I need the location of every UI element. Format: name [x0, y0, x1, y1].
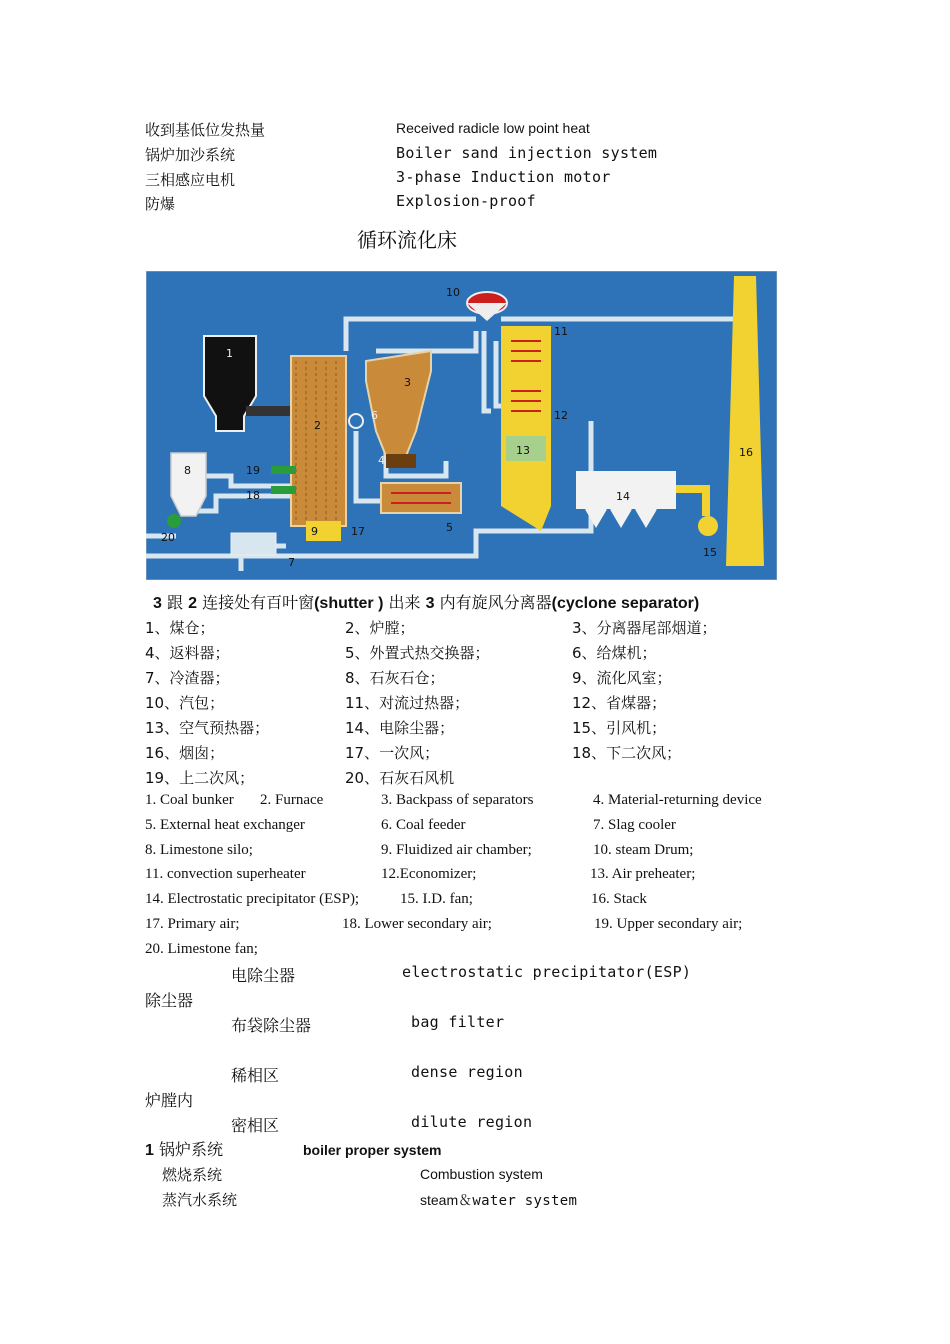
caption-part: 跟 [161, 593, 189, 612]
term-en: electrostatic precipitator(ESP) [402, 963, 692, 981]
label-6: 6 [371, 409, 378, 422]
label-7: 7 [288, 556, 295, 569]
legend-item: 6. Coal feeder [381, 817, 466, 833]
group-label: 除尘器 [145, 991, 194, 1010]
term-en: Boiler sand injection system [396, 144, 658, 162]
label-14: 14 [616, 490, 630, 503]
term-en: Combustion system [420, 1166, 543, 1182]
legend-item: 10、汽包； [145, 694, 225, 712]
label-19: 19 [246, 464, 260, 477]
legend-item: 11、对流过热器； [345, 694, 470, 712]
legend-item: 3、分离器尾部烟道； [572, 619, 717, 637]
legend-item: 7. Slag cooler [593, 817, 676, 833]
label-3: 3 [404, 376, 411, 389]
caption-part: 出来 [383, 593, 426, 612]
label-5: 5 [446, 521, 453, 534]
legend-item: 15、引风机； [572, 719, 667, 737]
legend-item: 3. Backpass of separators [381, 792, 534, 808]
legend-item: 12、省煤器； [572, 694, 667, 712]
legend-item: 2、炉膛； [345, 619, 415, 637]
term-en: dilute region [411, 1113, 533, 1131]
term-cn: 锅炉加沙系统 [145, 146, 236, 164]
legend-item: 5、外置式热交换器； [345, 644, 490, 662]
term-en: steam＆water system [420, 1192, 578, 1209]
slag-cooler [231, 533, 276, 555]
label-15: 15 [703, 546, 717, 559]
caption-part: 3 [153, 595, 162, 612]
legend-item: 20、石灰石风机 [345, 769, 455, 787]
label-11: 11 [554, 325, 568, 338]
legend-item: 13、空气预热器； [145, 719, 270, 737]
legend-item: 17、一次风； [345, 744, 440, 762]
cfb-diagram [146, 271, 777, 580]
boiler-heading: 1 锅炉系统 [145, 1140, 223, 1159]
legend-item: 8、石灰石仓； [345, 669, 445, 687]
legend-item: 8. Limestone silo; [145, 842, 253, 858]
legend-item: 16、烟囱； [145, 744, 225, 762]
term-cn: 蒸汽水系统 [162, 1191, 238, 1209]
legend-item: 11. convection superheater [145, 866, 306, 882]
id-fan [697, 515, 719, 537]
label-4: 4 [378, 454, 385, 467]
legend-item: 15. I.D. fan; [400, 891, 473, 907]
legend-item: 9. Fluidized air chamber; [381, 842, 532, 858]
legend-item: 18. Lower secondary air; [342, 916, 492, 932]
label-16: 16 [739, 446, 753, 459]
legend-item: 18、下二次风； [572, 744, 682, 762]
legend-item: 5. External heat exchanger [145, 817, 305, 833]
term-cn: 燃烧系统 [162, 1166, 223, 1184]
legend-item: 14. Electrostatic precipitator (ESP); [145, 891, 360, 907]
diagram-caption [153, 590, 699, 613]
caption-part: 内有旋风分离器 [434, 593, 552, 612]
label-1: 1 [226, 347, 233, 360]
legend-item: 17. Primary air; [145, 916, 240, 932]
label-10: 10 [446, 286, 460, 299]
boiler-heading-en: boiler proper system [303, 1142, 442, 1158]
term-cn: 稀相区 [231, 1066, 280, 1085]
term-en: bag filter [411, 1013, 505, 1031]
legend-item: 13. Air preheater; [590, 866, 696, 882]
term-cn: 防爆 [145, 195, 176, 213]
term-cn: 布袋除尘器 [231, 1016, 312, 1035]
caption-part: (shutter ) [314, 595, 384, 612]
label-18: 18 [246, 489, 260, 502]
legend-item: 20. Limestone fan; [145, 941, 258, 957]
legend-item: 4、返料器； [145, 644, 230, 662]
label-17: 17 [351, 525, 365, 538]
legend-item: 16. Stack [591, 891, 647, 907]
label-8: 8 [184, 464, 191, 477]
label-2: 2 [314, 419, 321, 432]
label-20: 20 [161, 531, 175, 544]
label-9: 9 [311, 525, 318, 538]
caption-part: (cyclone separator) [551, 595, 700, 612]
legend-item: 10. steam Drum; [593, 842, 694, 858]
legend-item: 19、上二次风； [145, 769, 255, 787]
legend-item: 19. Upper secondary air; [594, 916, 743, 932]
term-cn: 电除尘器 [231, 966, 296, 985]
term-en: 3-phase Induction motor [396, 168, 611, 186]
term-cn: 收到基低位发热量 [145, 121, 266, 139]
backpass [501, 326, 551, 531]
term-en: dense region [411, 1063, 523, 1081]
section-title: 循环流化床 [357, 228, 457, 252]
group-label: 炉膛内 [145, 1091, 194, 1110]
term-en: Explosion-proof [396, 192, 536, 210]
legend-item: 4. Material-returning device [593, 792, 762, 808]
legend-item: 14、电除尘器； [345, 719, 455, 737]
caption-part: 连接处有百叶窗 [197, 593, 315, 612]
term-en: Received radicle low point heat [396, 120, 590, 136]
legend-item: 7、冷渣器； [145, 669, 230, 687]
legend-item: 2. Furnace [260, 792, 324, 808]
external-heat-exchanger [381, 483, 461, 513]
legend-item: 1. Coal bunker [145, 792, 234, 808]
caption-part: 2 [188, 595, 197, 612]
term-cn: 三相感应电机 [145, 171, 236, 189]
caption-part: 3 [425, 595, 435, 612]
legend-item: 12.Economizer; [381, 866, 477, 882]
label-12: 12 [554, 409, 568, 422]
term-cn: 密相区 [231, 1116, 280, 1135]
label-13: 13 [516, 444, 530, 457]
legend-item: 9、流化风室； [572, 669, 672, 687]
legend-item: 1、煤仓； [145, 619, 215, 637]
legend-item: 6、给煤机； [572, 644, 657, 662]
